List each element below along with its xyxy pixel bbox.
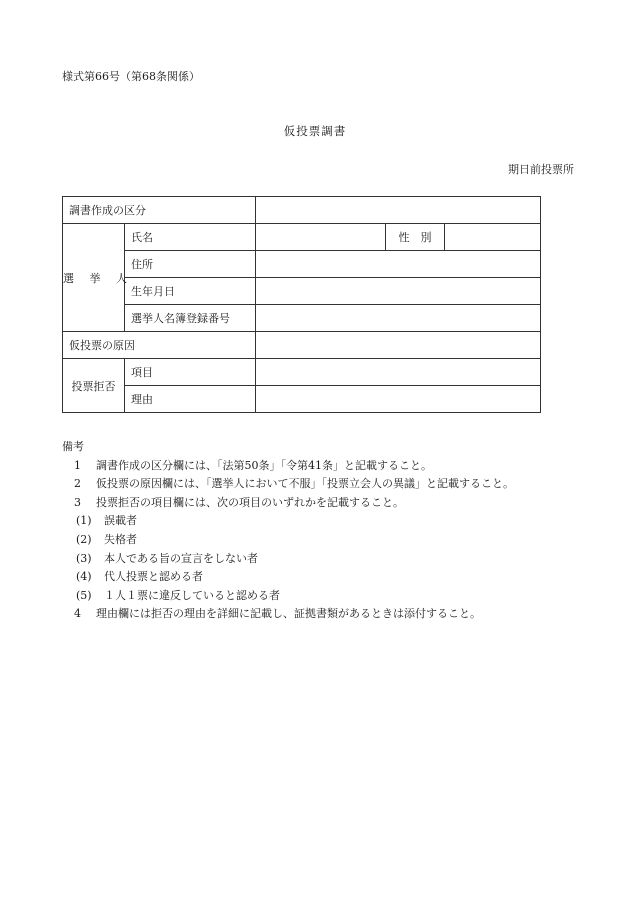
notes-heading: 備考 (62, 440, 84, 453)
item-label: 項目 (125, 359, 256, 386)
polling-place-label: 期日前投票所 (508, 163, 574, 176)
table-row (63, 332, 541, 359)
name-label: 氏名 (125, 224, 256, 251)
registry-number-label: 選挙人名簿登録番号 (125, 305, 256, 332)
table-row (63, 224, 541, 251)
note-sub-item (62, 587, 514, 606)
note-sub-item (62, 568, 514, 587)
note-number: 2 (74, 477, 81, 491)
sub-item-text: 誤載者 (104, 514, 137, 528)
sub-item-text: １人１票に違反していると認める者 (104, 588, 280, 602)
refusal-group-label: 投票拒否 (63, 359, 125, 413)
note-number: 4 (74, 607, 81, 621)
note-item (62, 494, 514, 513)
birthdate-value-cell[interactable] (256, 278, 541, 305)
sub-item-text: 本人である旨の宣言をしない者 (104, 551, 258, 565)
sub-item-text: 代人投票と認める者 (104, 570, 203, 584)
note-sub-item (62, 531, 514, 550)
table-row (63, 197, 541, 224)
sub-item-number: (2) (76, 532, 92, 546)
sub-item-number: (1) (76, 514, 92, 528)
name-value-cell[interactable] (256, 224, 386, 251)
note-text: 理由欄には拒否の理由を詳細に記載し、証拠書類があるときは添付すること。 (96, 607, 481, 621)
document-title: 仮投票調書 (283, 124, 347, 138)
table-row (63, 278, 541, 305)
table-row (63, 359, 541, 386)
category-value-cell[interactable] (256, 197, 541, 224)
sub-item-number: (4) (76, 570, 92, 584)
note-number: 1 (74, 458, 81, 472)
sub-item-text: 失格者 (104, 532, 137, 546)
note-number: 3 (74, 495, 81, 509)
sub-item-number: (5) (76, 588, 92, 602)
gender-value-cell[interactable] (445, 224, 541, 251)
cause-label: 仮投票の原因 (63, 332, 256, 359)
gender-label: 性 別 (386, 224, 445, 251)
address-label: 住所 (125, 251, 256, 278)
registry-number-value-cell[interactable] (256, 305, 541, 332)
voter-group-label: 選 挙 人 (63, 224, 125, 332)
category-label: 調書作成の区分 (63, 197, 256, 224)
table-row (63, 251, 541, 278)
address-value-cell[interactable] (256, 251, 541, 278)
form-number: 様式第66号（第68条関係） (62, 70, 200, 83)
item-value-cell[interactable] (256, 359, 541, 386)
note-text: 投票拒否の項目欄には、次の項目のいずれかを記載すること。 (96, 495, 404, 509)
reason-label: 理由 (125, 386, 256, 413)
table-row (63, 305, 541, 332)
note-text: 仮投票の原因欄には、「選挙人において不服」「投票立会人の異議」と記載すること。 (96, 477, 514, 491)
notes-section (62, 438, 514, 624)
cause-value-cell[interactable] (256, 332, 541, 359)
provisional-vote-form-table (62, 196, 541, 413)
note-item (62, 457, 514, 476)
note-sub-item (62, 550, 514, 569)
birthdate-label: 生年月日 (125, 278, 256, 305)
note-sub-item (62, 512, 514, 531)
note-item (62, 605, 514, 624)
note-item (62, 475, 514, 494)
sub-item-number: (3) (76, 551, 92, 565)
table-row (63, 386, 541, 413)
note-text: 調書作成の区分欄には、「法第50条」「令第41条」と記載すること。 (96, 458, 432, 472)
reason-value-cell[interactable] (256, 386, 541, 413)
